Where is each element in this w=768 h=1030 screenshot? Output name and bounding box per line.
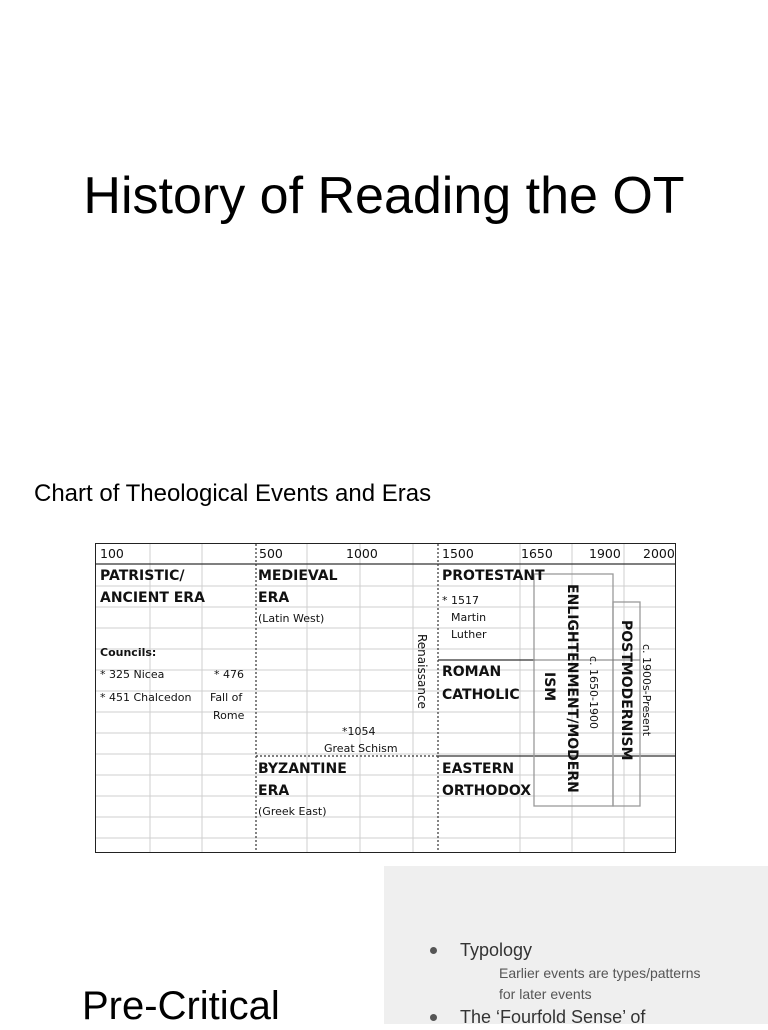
bullet-fourfold-sense [460, 1006, 645, 1024]
medieval-era-label: MEDIEVAL [258, 568, 338, 584]
section-title: Pre-Critical [82, 984, 280, 1028]
event-rome: Rome [213, 709, 245, 722]
patristic-era-label: PATRISTIC/ [100, 568, 185, 584]
patristic-era-label-line2: ANCIENT ERA [100, 590, 205, 606]
typology-description-line2: for later events [499, 986, 592, 1002]
chart-subtitle: Chart of Theological Events and Eras [34, 480, 432, 507]
tick-1500: 1500 [442, 546, 474, 561]
councils-label: Councils: [100, 646, 157, 659]
bullet-dot-icon [430, 947, 437, 954]
event-luther: Luther [451, 628, 487, 641]
medieval-era-label-line2: ERA [258, 590, 290, 606]
byzantine-note: (Greek East) [258, 805, 327, 818]
roman-catholic-label-line2: CATHOLIC [442, 687, 520, 703]
event-1517: * 1517 [442, 594, 479, 607]
event-martin: Martin [451, 611, 487, 624]
tick-100: 100 [100, 546, 124, 561]
eastern-orthodox-label: EASTERN [442, 761, 515, 777]
event-476: * 476 [214, 668, 244, 681]
event-1054: *1054 [342, 725, 376, 738]
protestant-label: PROTESTANT [442, 568, 545, 584]
council-nicea: * 325 Nicea [100, 668, 165, 681]
postmodernism-dates: c. 1900s-Present [640, 644, 653, 737]
tick-500: 500 [259, 546, 283, 561]
bullet-fourfold-text: The ‘Fourfold Sense’ of [460, 1007, 646, 1024]
slide-title: History of Reading the OT [83, 167, 685, 225]
renaissance-label: Renaissance [415, 634, 429, 709]
event-fall-of-rome: Fall of [210, 691, 243, 704]
typology-description-line1: Earlier events are types/patterns [499, 965, 701, 981]
enlightenment-label: ENLIGHTENMENT/MODERN [564, 584, 580, 793]
bullet-dot-icon [430, 1014, 437, 1021]
bullet-typology [460, 939, 532, 961]
tick-1650: 1650 [521, 546, 553, 561]
enlightenment-label-line2: ISM [541, 672, 557, 702]
tick-1900: 1900 [589, 546, 621, 561]
bullet-typology-text: Typology [460, 940, 533, 960]
byzantine-era-label-line2: ERA [258, 783, 290, 799]
tick-1000: 1000 [346, 546, 378, 561]
notes-panel [384, 866, 768, 1024]
council-chalcedon: * 451 Chalcedon [100, 691, 192, 704]
medieval-note: (Latin West) [258, 612, 325, 625]
enlightenment-dates: c. 1650-1900 [587, 656, 600, 729]
roman-catholic-label: ROMAN [442, 664, 502, 680]
tick-2000: 2000 [643, 546, 675, 561]
event-great-schism: Great Schism [324, 742, 398, 755]
theological-timeline-chart [95, 543, 676, 853]
byzantine-era-label: BYZANTINE [258, 761, 347, 777]
postmodernism-label: POSTMODERNISM [618, 620, 634, 761]
eastern-orthodox-label-line2: ORTHODOX [442, 783, 532, 799]
